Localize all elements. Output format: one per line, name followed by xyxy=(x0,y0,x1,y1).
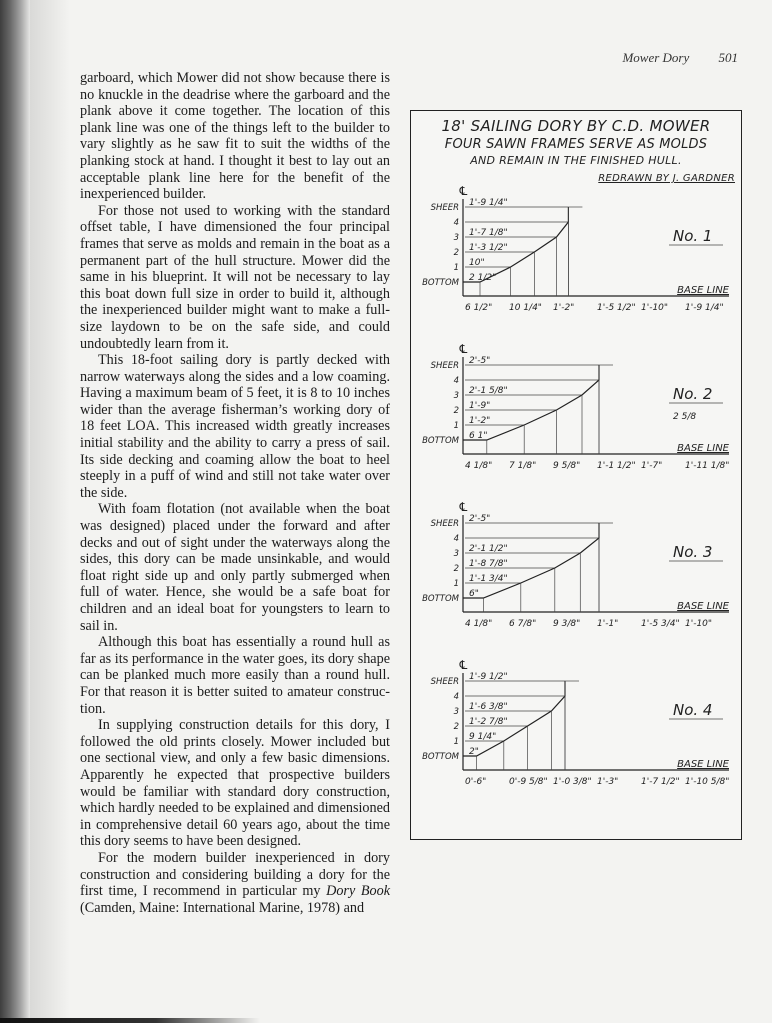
figure-title-line-2: FOUR SAWN FRAMES SERVE AS MOLDS xyxy=(444,137,708,152)
height-value: 1'-10" xyxy=(685,619,713,629)
body-text-column xyxy=(80,70,390,916)
height-value: 4 1/8" xyxy=(465,461,493,471)
height-value: 1'-7" xyxy=(641,461,663,471)
height-value: 1'-1 1/2" xyxy=(597,461,636,471)
height-value: 9 3/8" xyxy=(553,619,581,629)
level-label-3: 3 xyxy=(453,707,459,717)
book-title-dory-book: Dory Book xyxy=(326,883,391,900)
height-value: 1'-7 1/2" xyxy=(641,777,680,787)
height-value: 1'-9 1/4" xyxy=(685,303,724,313)
base-line-label: BASE LINE xyxy=(677,601,729,612)
centerline-symbol: ℄ xyxy=(458,500,469,514)
height-value: 9 5/8" xyxy=(553,461,581,471)
figure-title-line-3: AND REMAIN IN THE FINISHED HULL. xyxy=(470,154,682,167)
book-gutter-shadow xyxy=(0,0,30,1023)
figure-title-line-1: 18' SAILING DORY BY C.D. MOWER xyxy=(441,117,711,135)
level-label-bottom: BOTTOM xyxy=(422,436,459,446)
paragraph-text: For the modern builder inexperienced in dory construction and considering building a dory for the first time, I recommend in particular my xyxy=(80,849,390,900)
half-breadth-value: 1'-9" xyxy=(469,401,491,411)
height-value: 10 1/4" xyxy=(509,303,542,313)
level-label-2: 2 xyxy=(453,248,459,258)
height-value: 1'-0 3/8" xyxy=(553,777,592,787)
level-label-3: 3 xyxy=(453,549,459,559)
running-head xyxy=(622,50,738,66)
half-breadth-value: 1'-6 3/8" xyxy=(469,702,508,712)
frame-drawing-figure xyxy=(410,110,742,840)
height-value: 1'-11 1/8" xyxy=(685,461,730,471)
half-breadth-value: 1'-7 1/8" xyxy=(469,228,508,238)
height-value: 0'-6" xyxy=(465,777,487,787)
page-number: 501 xyxy=(718,50,738,65)
centerline-symbol: ℄ xyxy=(458,342,469,356)
half-breadth-value: 2'-5" xyxy=(469,514,491,524)
frame-number-label: No. 3 xyxy=(673,543,713,561)
half-breadth-value: 6 1" xyxy=(469,431,488,441)
running-head-title: Mower Dory xyxy=(622,50,690,65)
half-breadth-value: 1'-1 3/4" xyxy=(469,574,508,584)
half-breadth-value: 2 1/2" xyxy=(469,273,497,283)
half-breadth-value: 9 1/4" xyxy=(469,732,497,742)
level-label-2: 2 xyxy=(453,406,459,416)
height-value: 1'-5 3/4" xyxy=(641,619,680,629)
paragraph: For those not used to working with the standard offset table, I have dimensioned the four principal frames that serve as molds and remain in the boat as a permanent part of the hull structure. Mower did the same in his blueprint. It will not be necessary to lay this boat down full size in order to build it, although the inexperienced builder might want to make a full-size laydown to be on the safe side, and could undoubtedly learn from it. xyxy=(80,202,390,352)
centerline-symbol: ℄ xyxy=(458,658,469,672)
half-breadth-value: 6" xyxy=(469,589,479,599)
frame-number-label: No. 1 xyxy=(673,227,713,245)
level-label-bottom: BOTTOM xyxy=(422,752,459,762)
level-label-sheer: SHEER xyxy=(430,677,459,687)
frames-diagram xyxy=(411,111,741,839)
height-value: 6 1/2" xyxy=(465,303,493,313)
half-breadth-value: 2" xyxy=(469,747,479,757)
height-value: 1'-10" xyxy=(641,303,669,313)
height-value: 7 1/8" xyxy=(509,461,537,471)
half-breadth-value: 10" xyxy=(469,258,485,268)
paragraph: This 18-foot sailing dory is partly decked with narrow waterways along the sides and a low coaming. Having a maximum beam of 5 feet, it is 8 to 10 inches wider than the average fisherman’s working dory of 18 feet LOA. This increased width greatly increases initial stability and the ability to carry a press of sail. Its side decking and coaming allow the boat to heel steeply in a puff of wind and still not take water over the side. xyxy=(80,352,390,501)
height-value: 1'-1" xyxy=(597,619,619,629)
level-label-bottom: BOTTOM xyxy=(422,594,459,604)
centerline-symbol: ℄ xyxy=(458,184,469,198)
half-breadth-value: 2'-1 5/8" xyxy=(469,386,508,396)
level-label-1: 1 xyxy=(453,421,459,431)
half-breadth-value: 1'-2" xyxy=(469,416,491,426)
paragraph xyxy=(80,850,390,916)
half-breadth-value: 1'-8 7/8" xyxy=(469,559,508,569)
level-label-1: 1 xyxy=(453,737,459,747)
level-label-2: 2 xyxy=(453,722,459,732)
level-label-1: 1 xyxy=(453,579,459,589)
level-label-4: 4 xyxy=(453,692,459,702)
height-value: 1'-5 1/2" xyxy=(597,303,636,313)
page-bottom-edge xyxy=(0,1018,260,1023)
half-breadth-value: 1'-2 7/8" xyxy=(469,717,508,727)
base-line-label: BASE LINE xyxy=(677,443,729,454)
base-line-label: BASE LINE xyxy=(677,759,729,770)
paragraph: With foam flotation (not available when the boat was designed) placed under the forward and after decks and out of sight under the waterways along the sides, this dory can be made unsinkable, and would float right side up and only partly submerged when full of water. Hence, she would be a safe boat for children and an ideal boat for youngsters to learn to sail in. xyxy=(80,501,390,634)
paragraph: Although this boat has essentially a round hull as far as its performance in the water goes, its dory shape can be planked much more easily than a round hull. For that reason it is better suited to amateur construction. xyxy=(80,634,390,717)
level-label-1: 1 xyxy=(453,263,459,273)
level-label-4: 4 xyxy=(453,376,459,386)
bottom-note: 2 5/8 xyxy=(673,412,697,422)
paragraph: garboard, which Mower did not show because there is no knuckle in the deadrise where the garboard and the plank above it come together. The location of this plank line was one of the things left to the builder to vary slightly as he saw fit to suit the widths of the planking stock at hand. I thought it best to lay out an acceptable plank line here for the benefit of the inexperienced builder. xyxy=(80,70,390,203)
gutter-fade xyxy=(30,0,70,1023)
half-breadth-value: 1'-9 1/4" xyxy=(469,198,508,208)
level-label-bottom: BOTTOM xyxy=(422,278,459,288)
level-label-sheer: SHEER xyxy=(430,203,459,213)
level-label-4: 4 xyxy=(453,534,459,544)
paragraph: In supplying construction details for this dory, I followed the old prints closely. Mower included but one sectional view, and only a few basic dimensions. Apparently he expected that prospective builders would be familiar with standard dory construction, which hardly needed to be explained and dimensioned in comprehensive detail 60 years ago, about the time this dory seems to have been designed. xyxy=(80,717,390,850)
height-value: 1'-2" xyxy=(553,303,575,313)
frame-number-label: No. 2 xyxy=(673,385,713,403)
height-value: 0'-9 5/8" xyxy=(509,777,548,787)
level-label-4: 4 xyxy=(453,218,459,228)
figure-credit: REDRAWN BY J. GARDNER xyxy=(598,173,735,184)
frame-number-label: No. 4 xyxy=(673,701,713,719)
level-label-sheer: SHEER xyxy=(430,361,459,371)
height-value: 1'-10 5/8" xyxy=(685,777,730,787)
height-value: 4 1/8" xyxy=(465,619,493,629)
height-value: 1'-3" xyxy=(597,777,619,787)
base-line-label: BASE LINE xyxy=(677,285,729,296)
paragraph-text: (Camden, Maine: International Marine, 1978) and xyxy=(80,899,365,916)
half-breadth-value: 2'-5" xyxy=(469,356,491,366)
level-label-3: 3 xyxy=(453,391,459,401)
level-label-2: 2 xyxy=(453,564,459,574)
half-breadth-value: 1'-9 1/2" xyxy=(469,672,508,682)
level-label-3: 3 xyxy=(453,233,459,243)
height-value: 6 7/8" xyxy=(509,619,537,629)
half-breadth-value: 2'-1 1/2" xyxy=(469,544,508,554)
level-label-sheer: SHEER xyxy=(430,519,459,529)
half-breadth-value: 1'-3 1/2" xyxy=(469,243,508,253)
